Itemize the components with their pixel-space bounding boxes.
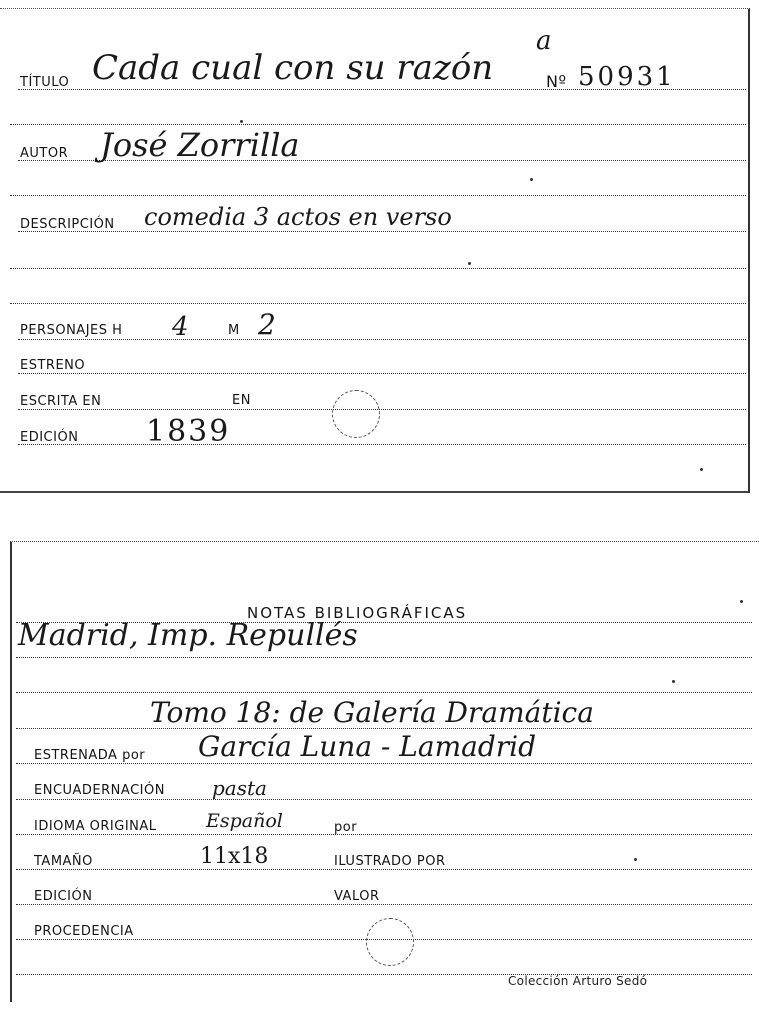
rule-note-1 <box>16 657 752 658</box>
rule-descripcion <box>18 231 746 232</box>
notas-heading: NOTAS BIBLIOGRÁFICAS <box>247 604 468 622</box>
encuadernacion-value: pasta <box>212 776 267 800</box>
rule-estrenada <box>16 763 752 764</box>
rule-edicion-bottom <box>16 904 752 905</box>
personajes-h-value: 4 <box>172 312 189 342</box>
rule-tamano <box>16 869 752 870</box>
titulo-value: Cada cual con su razón <box>92 48 494 88</box>
tamano-value: 11x18 <box>200 844 269 869</box>
speck <box>634 858 637 861</box>
speck <box>240 120 243 123</box>
punch-hole-top <box>332 390 380 438</box>
note-line-2: Tomo 18: de Galería Dramática <box>150 696 594 729</box>
descripcion-label: DESCRIPCIÓN <box>20 217 115 232</box>
rule-personajes <box>18 339 746 340</box>
edicion-label-top: EDICIÓN <box>20 430 79 445</box>
por-label: por <box>334 820 358 835</box>
edicion-value: 1839 <box>146 414 231 449</box>
estreno-label: ESTRENO <box>20 358 86 373</box>
edicion-label-bottom: EDICIÓN <box>34 889 93 904</box>
speck <box>672 680 675 683</box>
titulo-label: TÍTULO <box>20 75 70 90</box>
escrita-en-label: EN <box>232 393 251 408</box>
descripcion-value: comedia 3 actos en verso <box>144 203 452 231</box>
estrenada-label: ESTRENADA por <box>34 748 146 763</box>
personajes-m-label: M <box>228 323 240 338</box>
collection-credit: Colección Arturo Sedó <box>508 974 648 988</box>
speck <box>740 600 743 603</box>
rule-blank-4 <box>10 303 746 304</box>
numero-mark: a <box>536 26 552 56</box>
personajes-label: PERSONAJES H <box>20 323 123 338</box>
speck <box>468 262 471 265</box>
estrenada-value: García Luna - Lamadrid <box>198 730 537 763</box>
punch-hole-bottom <box>366 918 414 966</box>
rule-blank-3 <box>10 268 746 269</box>
note-line-1: Madrid, Imp. Repullés <box>18 618 358 653</box>
autor-label: AUTOR <box>20 146 69 161</box>
numero-label: Nº <box>546 72 567 91</box>
speck <box>700 468 703 471</box>
rule-blank-1 <box>10 124 746 125</box>
valor-label: VALOR <box>334 889 380 904</box>
escrita-label: ESCRITA EN <box>20 394 102 409</box>
rule-escrita <box>18 409 746 410</box>
rule-estreno <box>18 373 746 374</box>
encuadernacion-label: ENCUADERNACIÓN <box>34 783 165 798</box>
tamano-label: TAMAÑO <box>34 854 93 869</box>
speck <box>530 178 533 181</box>
rule-idioma <box>16 834 752 835</box>
rule-blank-2 <box>10 195 746 196</box>
idioma-label: IDIOMA ORIGINAL <box>34 819 157 834</box>
numero-value: 50931 <box>578 62 676 92</box>
rule-note-blank <box>16 692 752 693</box>
autor-value: José Zorrilla <box>100 126 300 164</box>
procedencia-label: PROCEDENCIA <box>34 924 134 939</box>
personajes-m-value: 2 <box>258 308 276 341</box>
idioma-value: Español <box>206 810 283 832</box>
rule-encuadernacion <box>16 799 752 800</box>
ilustrado-label: ILUSTRADO POR <box>334 854 446 869</box>
rule-edicion <box>18 444 746 445</box>
